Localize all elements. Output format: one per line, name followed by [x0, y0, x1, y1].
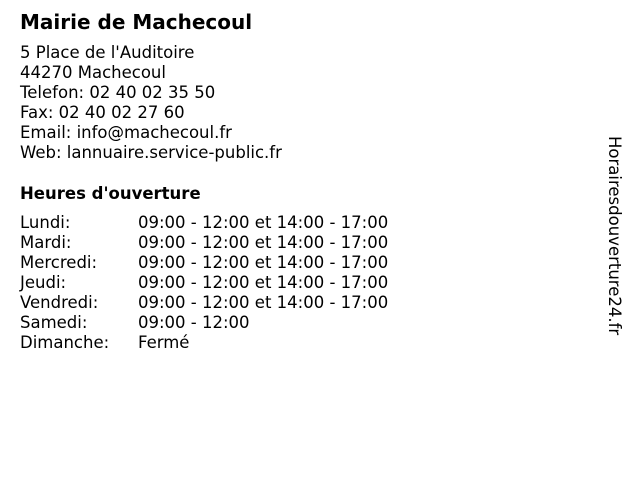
day-label: Samedi:: [20, 313, 88, 332]
day-label: Vendredi:: [20, 293, 99, 312]
hours-table: [20, 213, 388, 353]
contact-block: [20, 43, 282, 163]
hours-heading: Heures d'ouverture: [20, 184, 201, 203]
day-label: Dimanche:: [20, 333, 110, 352]
address-line-2: 44270 Machecoul: [20, 63, 166, 82]
day-hours: 09:00 - 12:00 et 14:00 - 17:00: [138, 213, 389, 232]
address-line-1: 5 Place de l'Auditoire: [20, 43, 195, 62]
day-label: Jeudi:: [20, 273, 67, 292]
day-label: Mardi:: [20, 233, 72, 252]
email-line: Email: info@machecoul.fr: [20, 123, 232, 142]
page-title: Mairie de Machecoul: [20, 10, 253, 34]
hours-row-vendredi: [20, 293, 388, 313]
day-hours: 09:00 - 12:00 et 14:00 - 17:00: [138, 293, 389, 312]
day-hours: 09:00 - 12:00 et 14:00 - 17:00: [138, 233, 389, 252]
day-hours: 09:00 - 12:00 et 14:00 - 17:00: [138, 253, 389, 272]
hours-row-mercredi: [20, 253, 388, 273]
hours-row-samedi: [20, 313, 388, 333]
fax-line: Fax: 02 40 02 27 60: [20, 103, 185, 122]
day-hours: 09:00 - 12:00: [138, 313, 250, 332]
site-watermark: Horairesdouverture24.fr: [605, 136, 624, 336]
phone-line: Telefon: 02 40 02 35 50: [20, 83, 216, 102]
hours-row-dimanche: [20, 333, 388, 353]
web-line: Web: lannuaire.service-public.fr: [20, 143, 282, 162]
day-label: Mercredi:: [20, 253, 98, 272]
hours-row-jeudi: [20, 273, 388, 293]
day-label: Lundi:: [20, 213, 71, 232]
day-hours: Fermé: [138, 333, 190, 352]
hours-row-lundi: [20, 213, 388, 233]
day-hours: 09:00 - 12:00 et 14:00 - 17:00: [138, 273, 389, 292]
hours-row-mardi: [20, 233, 388, 253]
